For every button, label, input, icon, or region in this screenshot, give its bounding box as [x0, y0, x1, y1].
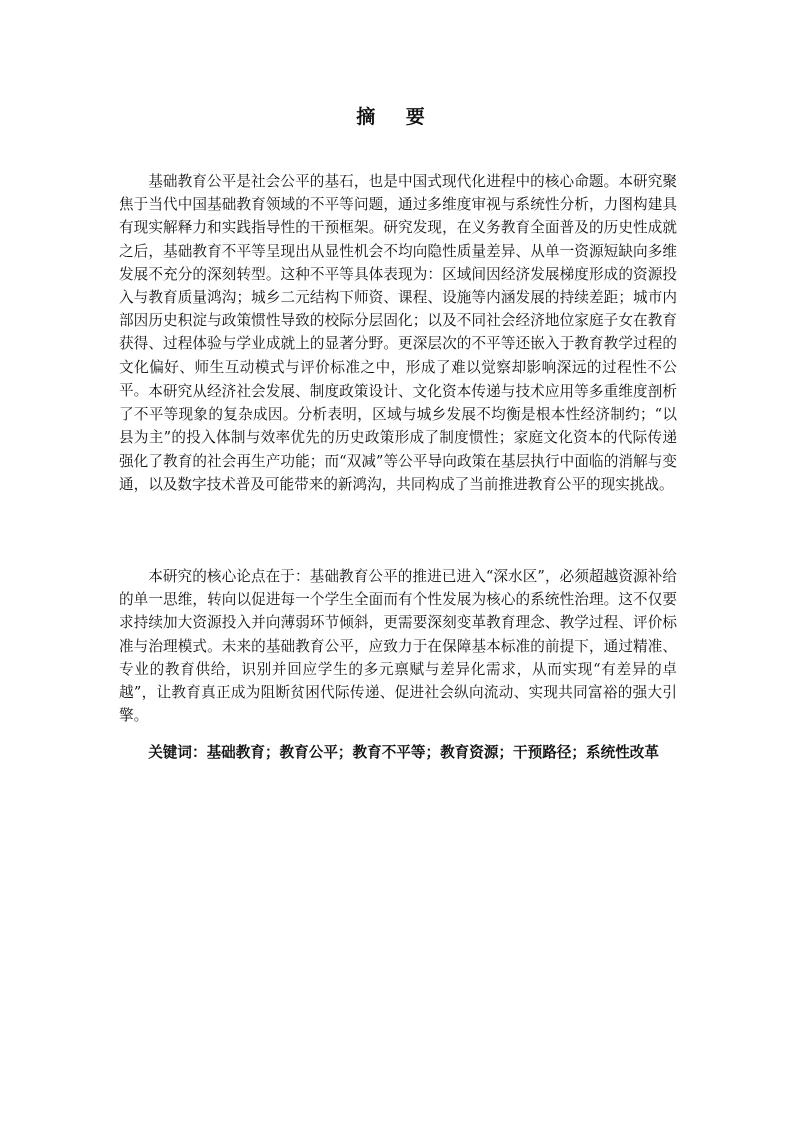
abstract-paragraph-2: 本研究从经济社会发展、制度政策设计、文化资本传递与技术应用等多重维度剖析了不平等现象的复杂成因。分析表明，区域与城乡发展不均衡是根本性经济制约；“以县为主”的投入体制与效率优先的历史政策形成了制度惯性；家庭文化资本的代际传递强化了教育的社会再生产功能；而“双减”等公平导向政策在基层执行中面临的消解与变通，以及数字技术普及可能带来的新鸿沟，共同构成了当前推进教育公平的现实挑战。: [119, 383, 677, 493]
abstract-paragraph-1: 基础教育公平是社会公平的基石，也是中国式现代化进程中的核心命题。本研究聚焦于当代中国基础教育领域的不平等问题，通过多维度审视与系统性分析，力图构建具有现实解释力和实践指导性的干预框架。研究发现，在义务教育全面普及的历史性成就之后，基础教育不平等呈现出从显性机会不均向隐性质量差异、从单一资源短缺向多维发展不充分的深刻转型。这种不平等具体表现为：区域间因经济发展梯度形成的资源投入与教育质量鸿沟；城乡二元结构下师资、课程、设施等内涵发展的持续差距；城市内部因历史积淀与政策惯性导致的校际分层固化；以及不同社会经济地位家庭子女在教育获得、过程体验与学业成就上的显著分野。更深层次的不平等还嵌入于教育教学过程的文化偏好、师生互动模式与评价标准之中，形成了难以觉察却影响深远的过程性不公平。: [119, 173, 677, 399]
abstract-title: 摘 要: [356, 106, 437, 128]
keywords: 关键词：基础教育；教育公平；教育不平等；教育资源；干预路径；系统性改革: [148, 744, 659, 761]
abstract-paragraph-3: 本研究的核心论点在于：基础教育公平的推进已进入“深水区”，必须超越资源补给的单一思维，转向以促进每一个学生全面而有个性发展为核心的系统性治理。这不仅要求持续加大资源投入并向薄弱环节倾斜，更需要深刻变革教育理念、教学过程、评价标准与治理模式。未来的基础教育公平，应致力于在保障基本标准的前提下，通过精准、专业的教育供给，识别并回应学生的多元禀赋与差异化需求，从而实现“有差异的卓越”，让教育真正成为阻断贫困代际传递、促进社会纵向流动、实现共同富裕的强大引擎。: [119, 568, 677, 725]
